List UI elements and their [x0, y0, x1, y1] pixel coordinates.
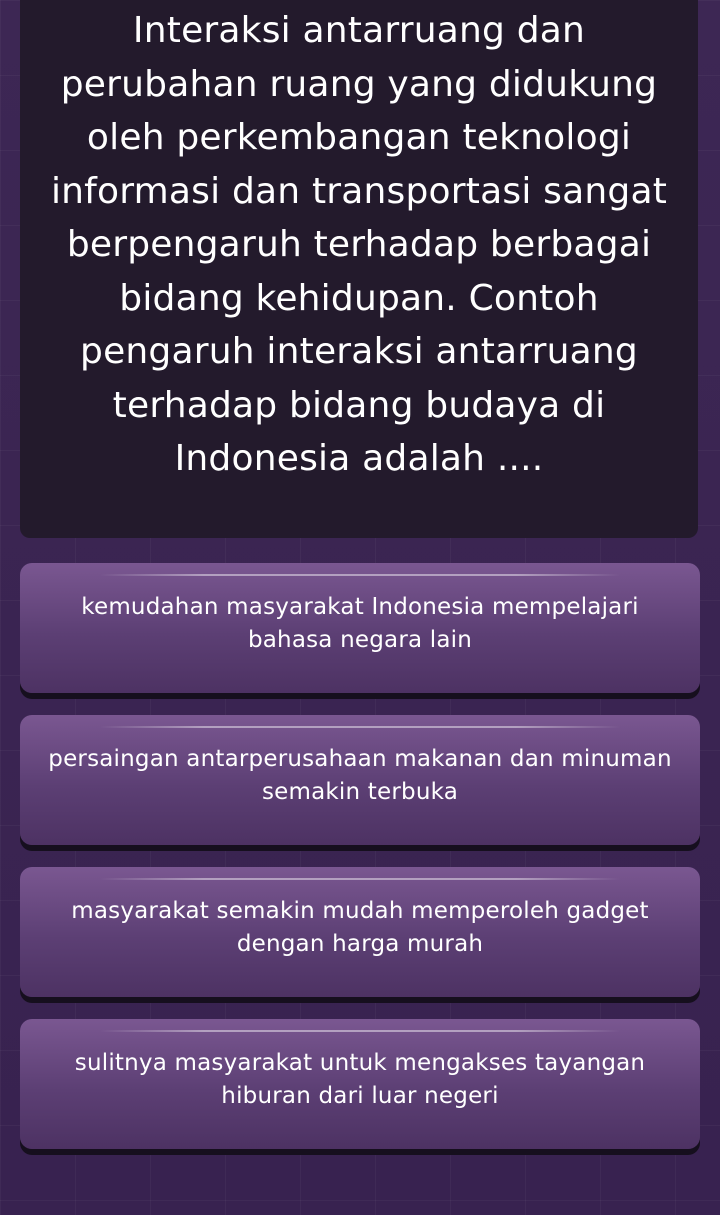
- answer-option-1[interactable]: [20, 563, 700, 693]
- answer-option-4-label: sulitnya masyarakat untuk mengakses tayangan hiburan dari luar negeri: [74, 1050, 646, 1109]
- answer-option-3-label: masyarakat semakin mudah memperoleh gadget dengan harga murah: [71, 898, 649, 957]
- question-text: Interaksi antarruang dan perubahan ruang yang didukung oleh perkembangan teknologi informasi dan transportasi sangat berpengaruh terhadap berbagai bidang kehidupan. Contoh pengaruh interaksi antarruang terhadap bidang budaya di Indonesia adalah ....: [50, 10, 668, 479]
- answer-option-4[interactable]: [20, 1019, 700, 1149]
- answer-options: [20, 563, 700, 1171]
- answer-option-1-label: kemudahan masyarakat Indonesia mempelajari bahasa negara lain: [81, 594, 639, 653]
- answer-option-3[interactable]: [20, 867, 700, 997]
- question-card: [20, 0, 698, 538]
- answer-option-2[interactable]: [20, 715, 700, 845]
- answer-option-2-label: persaingan antarperusahaan makanan dan minuman semakin terbuka: [48, 746, 672, 805]
